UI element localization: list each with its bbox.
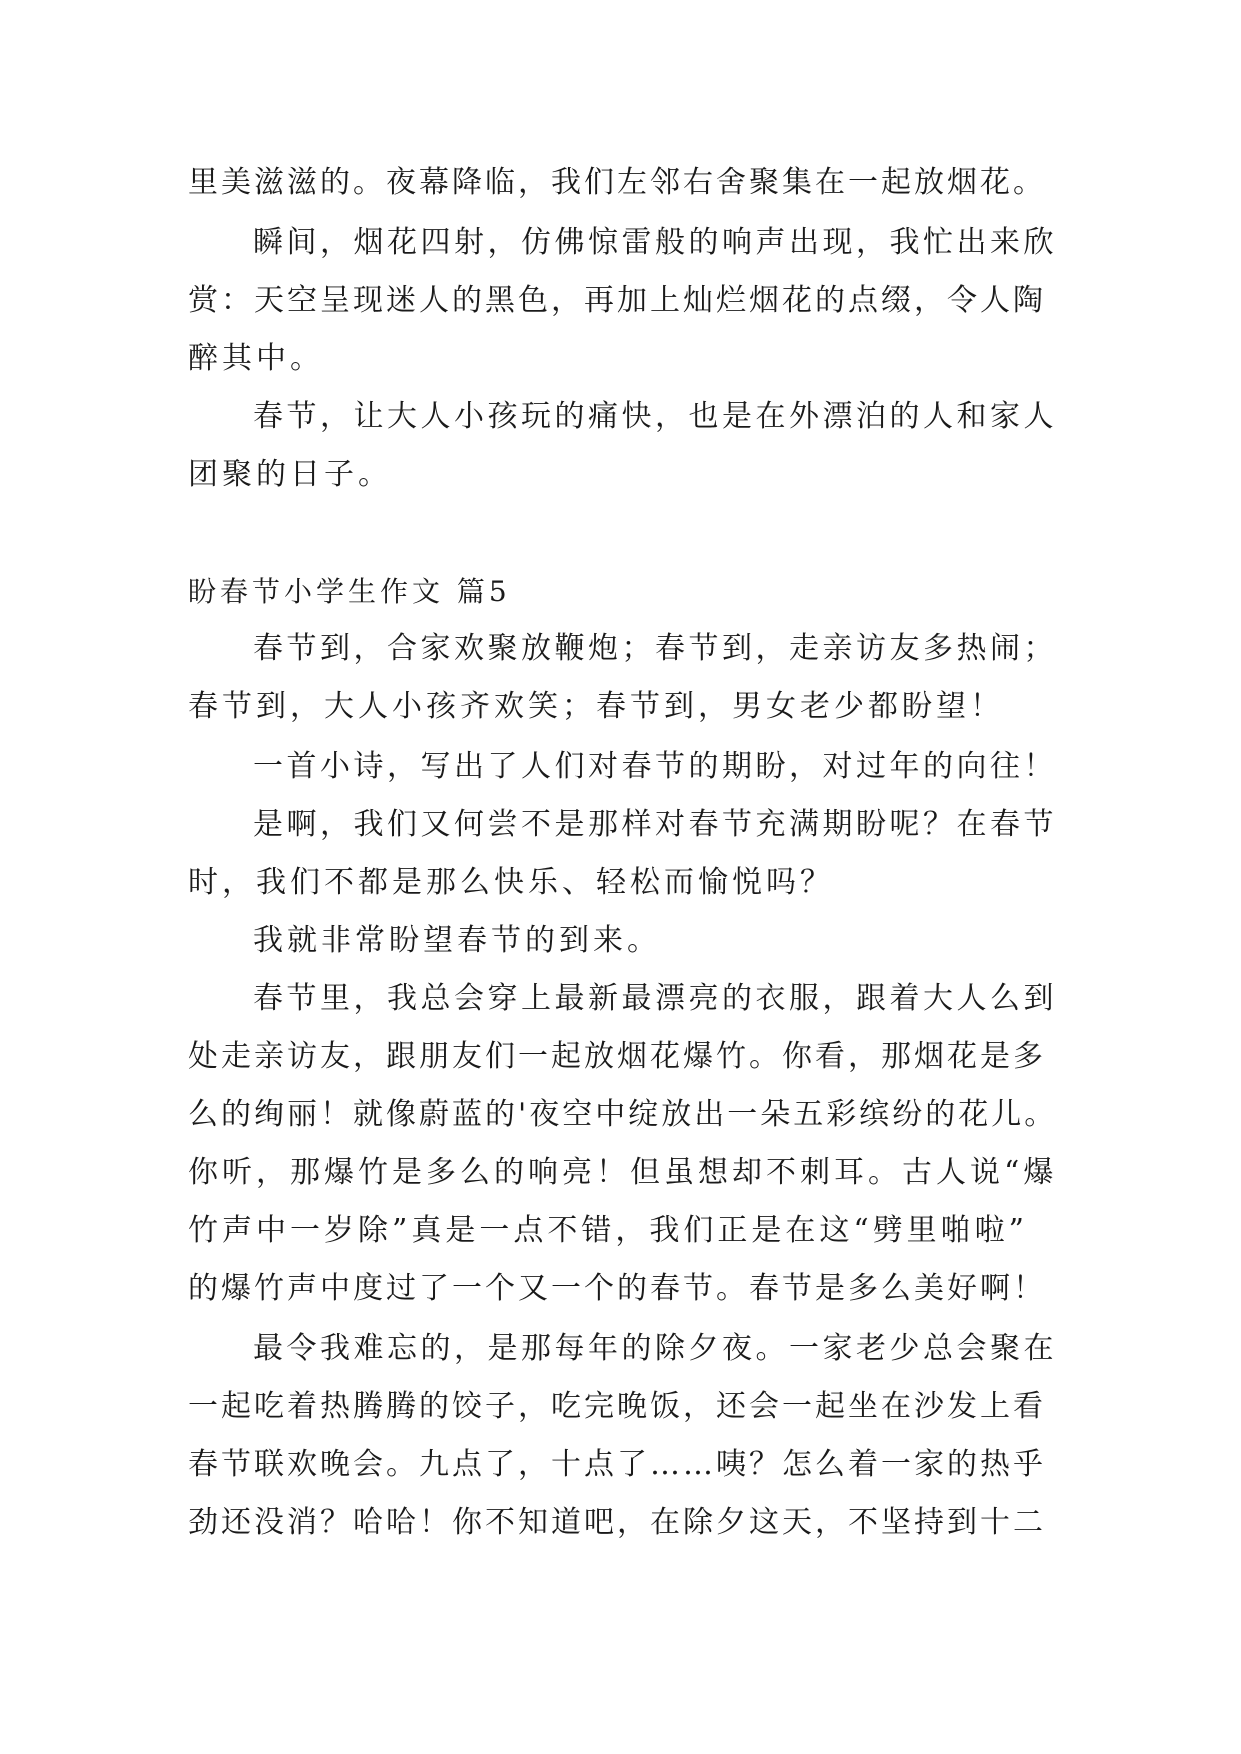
text-line: 醉其中。 <box>188 341 324 376</box>
text-line: 春节到，大人小孩齐欢笑；春节到，男女老少都盼望！ <box>188 689 1004 724</box>
text-line: 里美滋滋的。夜幕降临，我们左邻右舍聚集在一起放烟花。 <box>188 165 1046 200</box>
section-heading: 盼春节小学生作文 篇5 <box>188 575 511 608</box>
paragraph-first-line: 最令我难忘的，是那每年的除夕夜。一家老少总会聚在 <box>253 1331 1057 1366</box>
text-line: 一起吃着热腾腾的饺子，吃完晚饭，还会一起坐在沙发上看 <box>188 1389 1046 1424</box>
text-line: 劲还没消？哈哈！你不知道吧，在除夕这天，不坚持到十二 <box>188 1505 1046 1540</box>
text-line: 时，我们不都是那么快乐、轻松而愉悦吗？ <box>188 865 834 900</box>
text-line: 春节联欢晚会。九点了，十点了……咦？怎么着一家的热乎 <box>188 1447 1046 1482</box>
text-line: 竹声中一岁除”真是一点不错，我们正是在这“劈里啪啦” <box>188 1213 1029 1248</box>
paragraph-first-line: 我就非常盼望春节的到来。 <box>253 923 661 958</box>
text-line: 么的绚丽！就像蔚蓝的'夜空中绽放出一朵五彩缤纷的花儿。 <box>188 1097 1058 1132</box>
text-line: 的爆竹声中度过了一个又一个的春节。春节是多么美好啊！ <box>188 1271 1046 1306</box>
paragraph-first-line: 春节，让大人小孩玩的痛快，也是在外漂泊的人和家人 <box>253 399 1057 434</box>
paragraph-first-line: 春节里，我总会穿上最新最漂亮的衣服，跟着大人么到 <box>253 981 1057 1016</box>
paragraph-first-line: 是啊，我们又何尝不是那样对春节充满期盼呢？在春节 <box>253 807 1057 842</box>
paragraph-first-line: 瞬间，烟花四射，仿佛惊雷般的响声出现，我忙出来欣 <box>253 225 1057 260</box>
paragraph-first-line: 春节到，合家欢聚放鞭炮；春节到，走亲访友多热闹； <box>253 631 1057 666</box>
text-line: 你听，那爆竹是多么的响亮！但虽想却不刺耳。古人说“爆 <box>188 1155 1058 1190</box>
text-line: 处走亲访友，跟朋友们一起放烟花爆竹。你看，那烟花是多 <box>188 1039 1046 1074</box>
text-line: 团聚的日子。 <box>188 457 392 492</box>
paragraph-first-line: 一首小诗，写出了人们对春节的期盼，对过年的向往！ <box>253 749 1057 784</box>
text-line: 赏：天空呈现迷人的黑色，再加上灿烂烟花的点缀，令人陶 <box>188 283 1046 318</box>
